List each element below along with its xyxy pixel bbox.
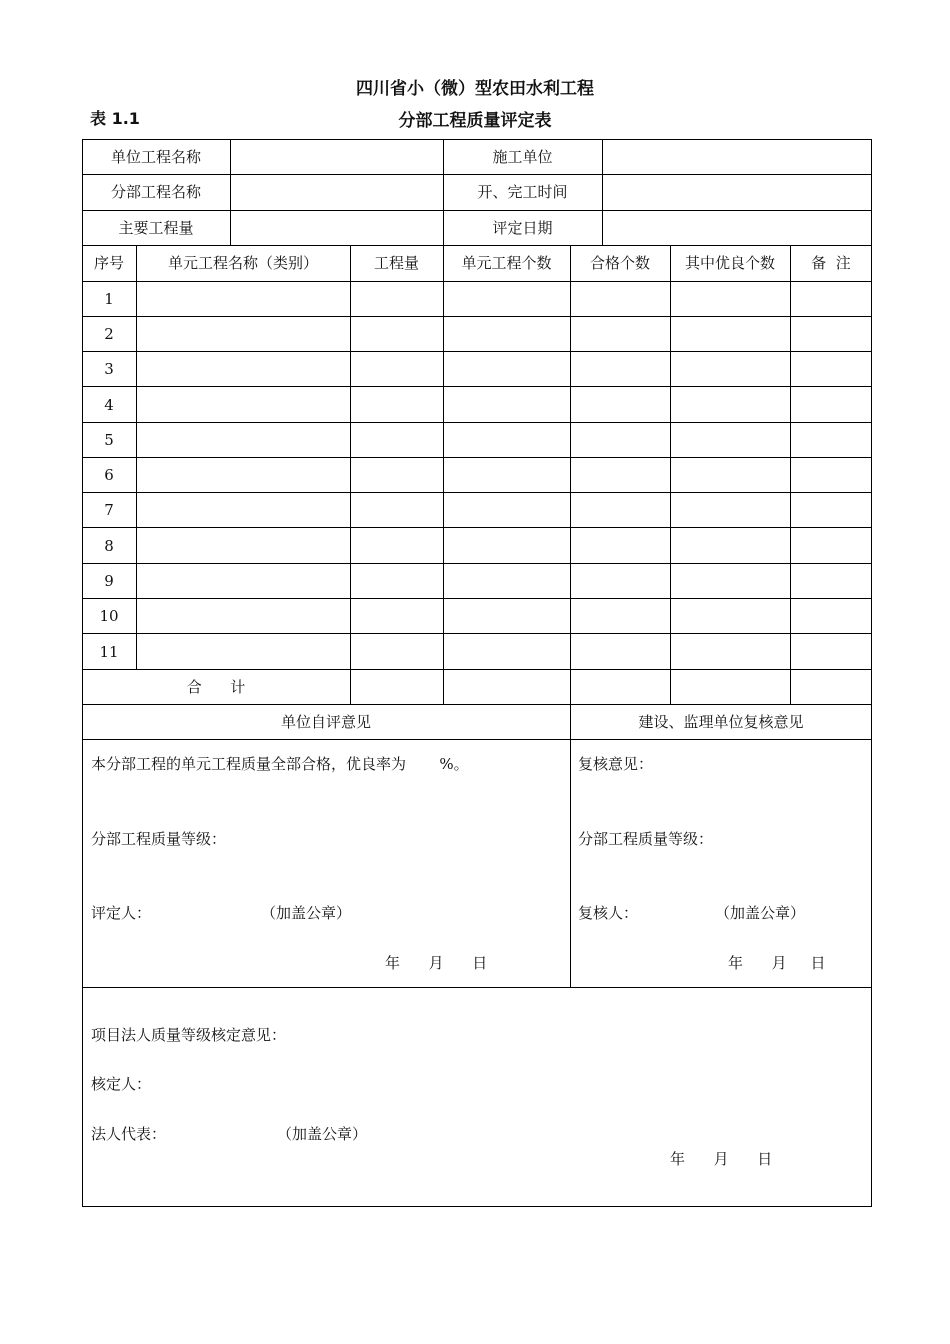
row-divider: [82, 739, 872, 740]
row-number: 11: [99, 643, 119, 661]
row-number: 3: [104, 360, 114, 378]
label-unit-project-name: 单位工程名称: [110, 148, 201, 166]
row-divider: [82, 174, 872, 175]
col-header-excellent-count: 其中优良个数: [684, 254, 775, 272]
label-sub-project-name: 分部工程名称: [110, 183, 201, 201]
self-eval-grade: 分部工程质量等级：: [91, 830, 227, 848]
self-eval-date: 年 月 日: [385, 954, 488, 972]
review-seal: （加盖公章）: [715, 904, 806, 922]
row-divider: [82, 598, 872, 599]
document-title: 四川省小（微）型农田水利工程: [356, 79, 594, 99]
row-divider: [82, 987, 872, 988]
col-divider: [230, 139, 231, 245]
row-divider: [82, 633, 872, 634]
row-divider: [82, 492, 872, 493]
legal-seal: （加盖公章）: [277, 1125, 368, 1143]
row-number: 10: [99, 607, 119, 625]
self-eval-seal: （加盖公章）: [261, 904, 352, 922]
legal-opinion: 项目法人质量等级核定意见：: [91, 1026, 287, 1044]
row-divider: [82, 669, 872, 670]
row-number: 5: [104, 431, 114, 449]
row-divider: [82, 527, 872, 528]
table-number: 表 1.1: [90, 109, 140, 128]
row-divider: [82, 563, 872, 564]
col-divider: [136, 245, 137, 669]
row-number: 4: [104, 396, 114, 414]
col-header-remarks: 备 注: [811, 254, 851, 272]
row-number: 6: [104, 466, 114, 484]
col-divider: [570, 704, 571, 987]
legal-representative: 法人代表：: [91, 1125, 167, 1143]
row-number: 1: [104, 290, 114, 308]
row-divider: [82, 316, 872, 317]
label-main-quantity: 主要工程量: [118, 219, 194, 237]
col-header-seq: 序号: [93, 254, 124, 272]
self-eval-statement: 本分部工程的单元工程质量全部合格，优良率为 %。: [91, 755, 469, 773]
col-header-qualified-count: 合格个数: [589, 254, 650, 272]
row-number: 8: [104, 537, 114, 555]
review-grade: 分部工程质量等级：: [578, 830, 714, 848]
label-evaluation-date: 评定日期: [492, 219, 553, 237]
total-label: 合 计: [186, 678, 246, 696]
form-subtitle: 分部工程质量评定表: [398, 111, 552, 131]
legal-approver: 核定人：: [91, 1075, 152, 1093]
col-header-quantity: 工程量: [373, 254, 419, 272]
col-divider: [790, 245, 791, 704]
col-divider: [670, 245, 671, 704]
col-header-unit-count: 单元工程个数: [461, 254, 552, 272]
review-header: 建设、监理单位复核意见: [638, 713, 804, 731]
col-divider: [602, 139, 603, 245]
row-divider: [82, 351, 872, 352]
col-divider: [443, 245, 444, 704]
row-divider: [82, 704, 872, 705]
col-divider: [350, 245, 351, 704]
col-header-unit-name: 单元工程名称（类别）: [167, 254, 318, 272]
row-divider: [82, 422, 872, 423]
row-divider: [82, 386, 872, 387]
self-eval-evaluator: 评定人：: [91, 904, 152, 922]
col-divider: [570, 245, 571, 704]
row-divider: [82, 210, 872, 211]
row-number: 7: [104, 501, 114, 519]
review-opinion: 复核意见：: [578, 755, 654, 773]
label-construction-unit: 施工单位: [492, 148, 553, 166]
label-start-end-time: 开、完工时间: [477, 183, 568, 201]
review-reviewer: 复核人：: [578, 904, 639, 922]
row-number: 2: [104, 325, 114, 343]
self-eval-header: 单位自评意见: [280, 713, 371, 731]
row-divider: [82, 457, 872, 458]
row-divider: [82, 245, 872, 246]
row-divider: [82, 281, 872, 282]
legal-date: 年 月 日: [670, 1150, 773, 1168]
review-date: 年 月 日: [728, 954, 826, 972]
row-number: 9: [104, 572, 114, 590]
form-table: [82, 139, 872, 1207]
